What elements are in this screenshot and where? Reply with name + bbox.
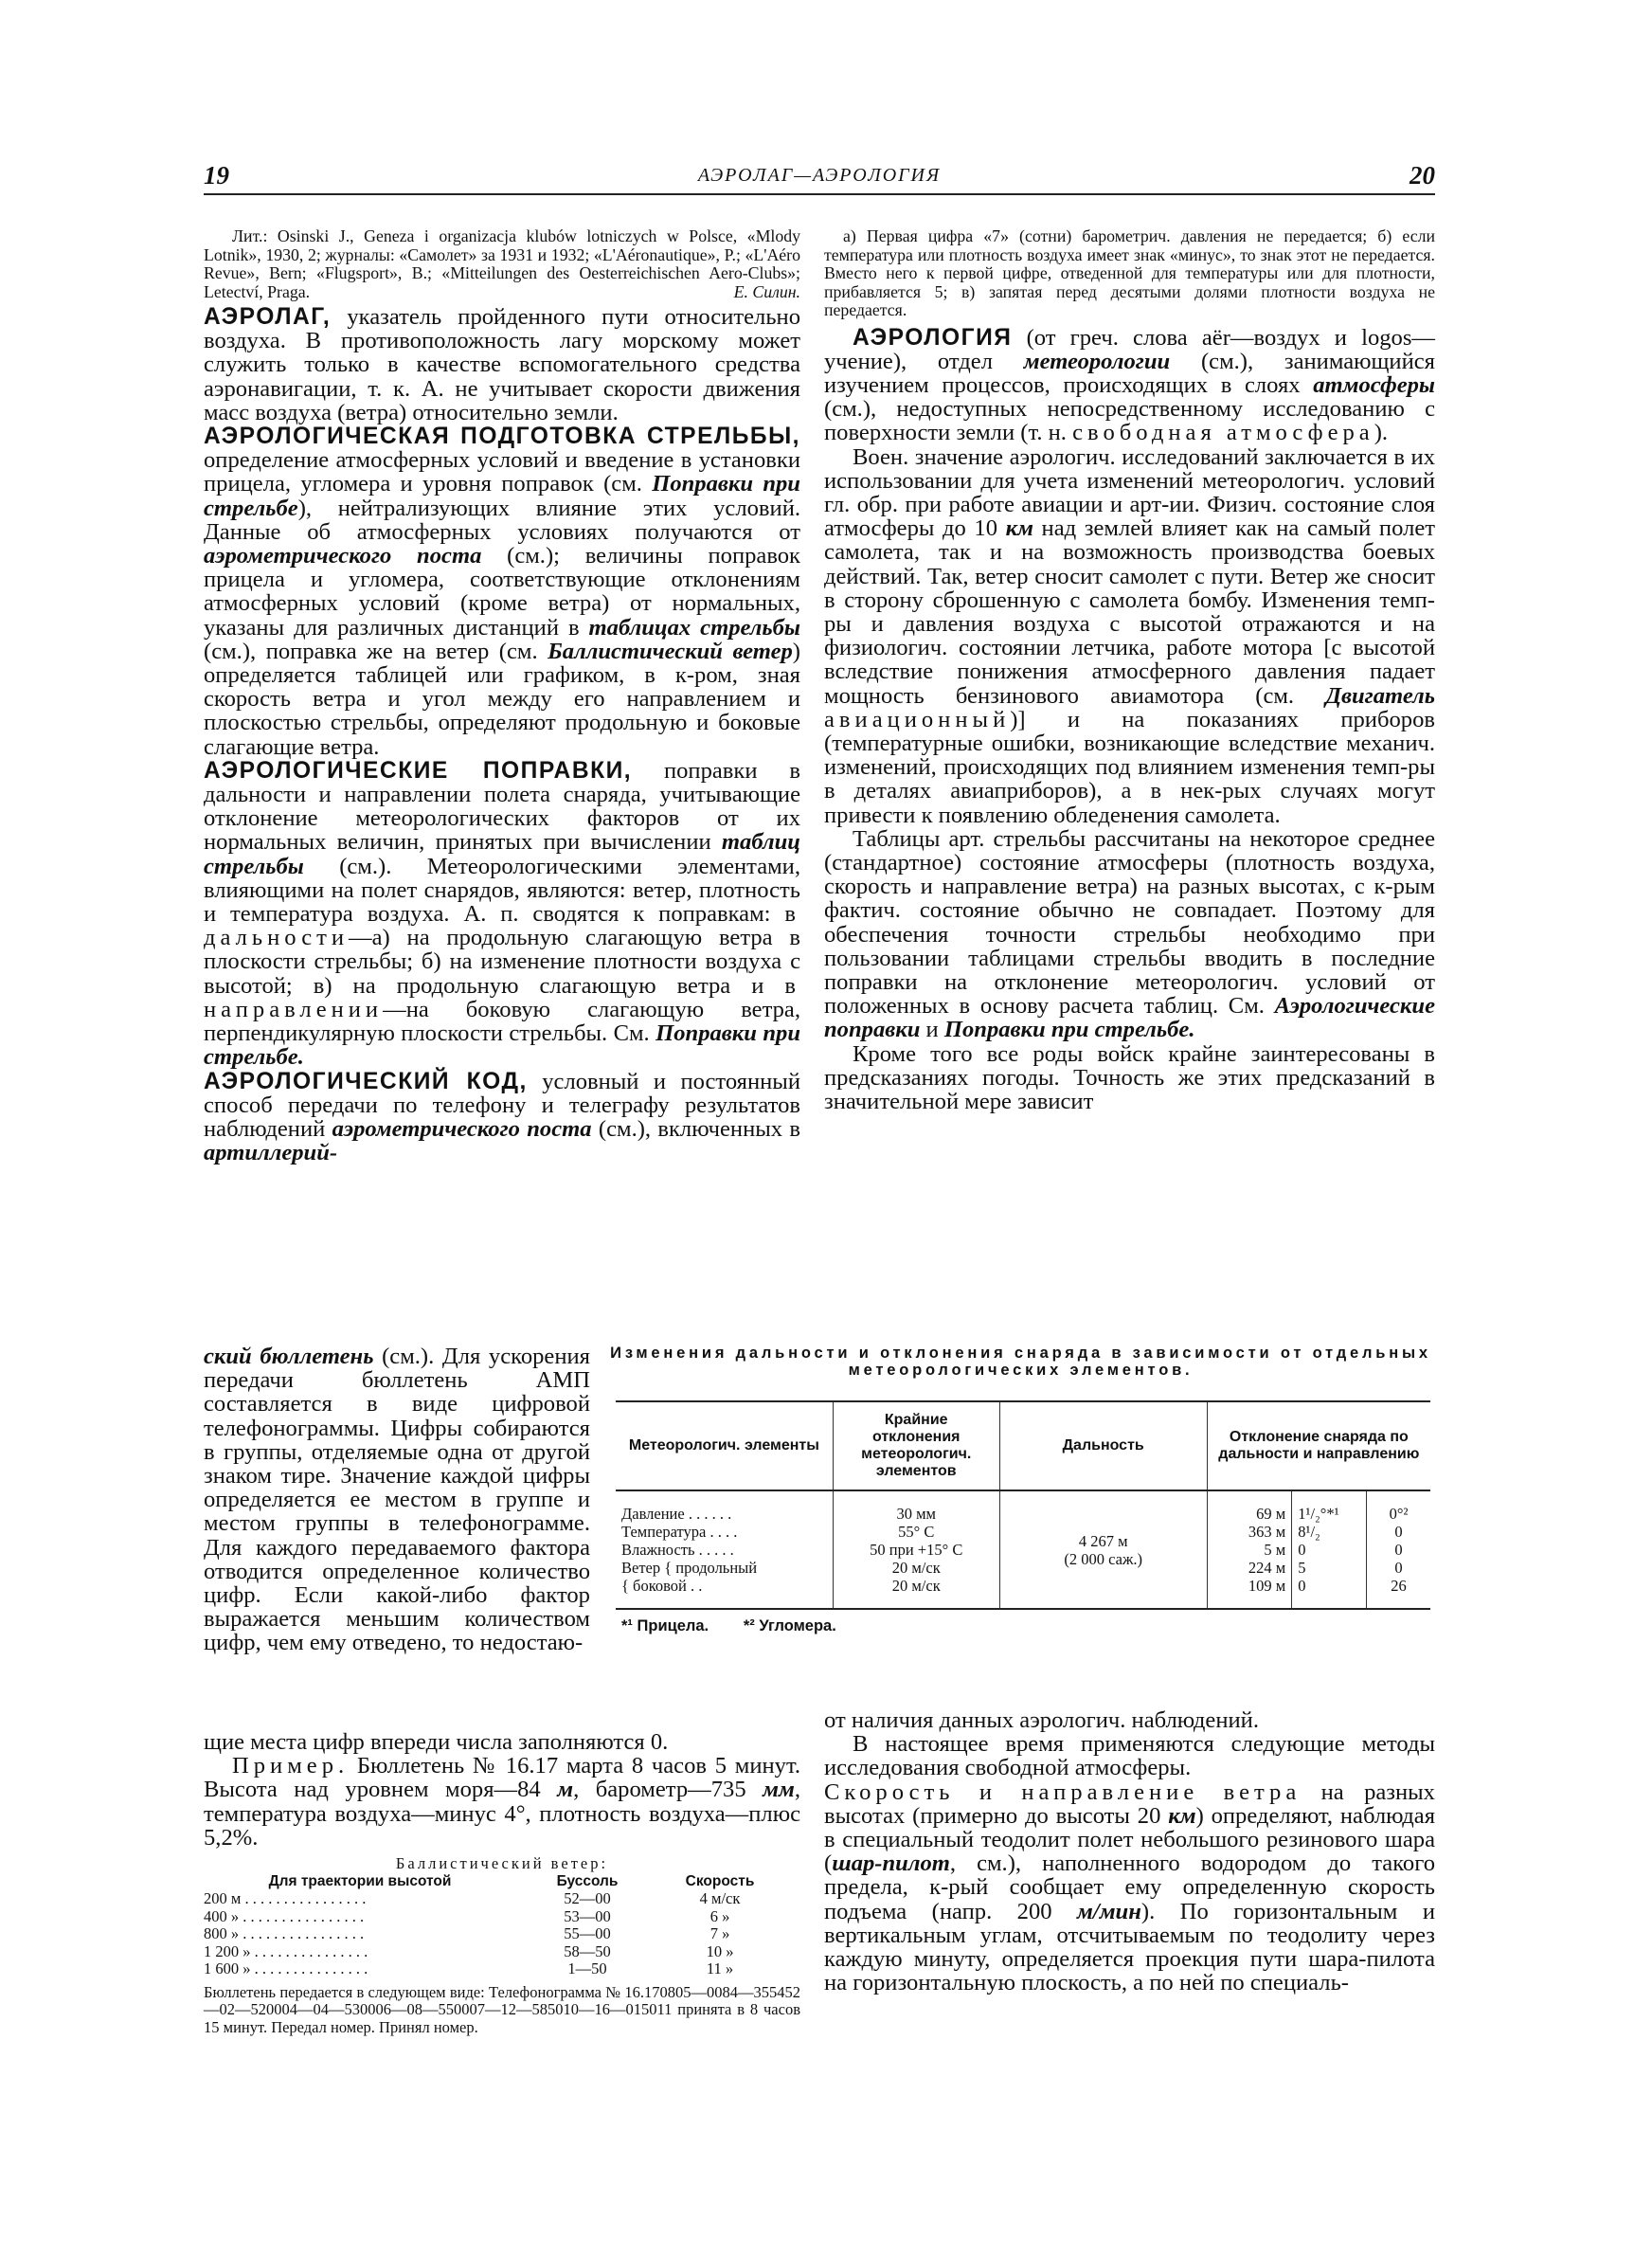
entry-text: определение атмосферных условий и введение в установки прицела, угломера и уровня поправок (см. [204, 447, 800, 497]
text-line: местом группы в телефонограмме. Для каждого передаваемого фактора отводится определенное количество цифр. Если [204, 1510, 590, 1609]
continuation-text: щие места цифр впереди числа заполняются 0. [204, 1729, 669, 1755]
cross-reference: Баллистический ветер [548, 638, 793, 664]
ballistic-row [204, 1925, 800, 1943]
literature-author: Е. Силин. [733, 281, 800, 301]
extreme-value: 50 при +15° C [870, 1541, 963, 1559]
extremes-cell [833, 1490, 999, 1609]
entry-text: )] и на показаниях приборов (температурные ошибки, возникающие вследствие механич. изменений, происходящих под влиянием изменения темп-ры в деталях авиаприборов), а в нек-рых случаях могут привести к появлению обледенения самолета. [824, 706, 1435, 828]
right-bottom-column [824, 1708, 1435, 1995]
deviation-value: 0 [1394, 1559, 1403, 1577]
spaced-term: авиационный [824, 706, 1011, 732]
element-label: Температура . . . . [621, 1523, 738, 1541]
entry-aerological-corrections [204, 759, 800, 1070]
entry-aerological-prep [204, 424, 800, 759]
speed-cell: 11 » [706, 1959, 734, 1978]
spaced-term: свободная атмосфера [1072, 420, 1374, 446]
cross-reference: таблиц стрельбы [204, 829, 800, 879]
entry-text: (от греч. слова aër—воздух и logos—учение), отдел [824, 324, 1435, 374]
entry-text: (см.), занимающийся изучением процессов, происходящих в слоях [824, 348, 1435, 398]
deviation-value: 0 [1394, 1541, 1403, 1559]
running-header [204, 161, 1435, 195]
deviation-value: 8¹/₂ [1298, 1523, 1320, 1541]
entry-text: (см.). Метеорологическими элементами, влияющими на полет снарядов, являются: ветер, плотность и температура воздуха. А. п. сводятся к поправкам: [204, 853, 800, 928]
footnotes-cell [616, 1609, 1430, 1649]
cross-reference: таблицах стрельбы [588, 614, 800, 641]
deviation-value: 224 м [1248, 1559, 1286, 1577]
unit: км [1168, 1802, 1196, 1829]
cross-reference: Поправки при стрельбе. [204, 1020, 800, 1071]
deviation-value: 5 м [1264, 1541, 1286, 1559]
column-header: Отклонение снаряда по дальности и направлению [1207, 1402, 1430, 1490]
bearing-cell: 1—50 [567, 1959, 607, 1978]
extreme-value: 20 м/ск [891, 1559, 941, 1577]
height-cell: 200 м . . . . . . . . . . . . . . . . [204, 1889, 367, 1908]
table-row [616, 1490, 1430, 1609]
code-notes [824, 227, 1435, 320]
entry-text: —на боковую слагающую ветра, перпендикулярную плоскости стрельбы. См. [204, 996, 800, 1047]
deviation-range-cell [1207, 1490, 1292, 1609]
element-label: Влажность . . . . . [621, 1541, 734, 1559]
page-number-right: 20 [1410, 161, 1435, 190]
table-footnotes [616, 1609, 1430, 1649]
entry-text: , см.), наполненного водородом до такого предела, к-рый сообщает ему определенную скорость подъема (напр. 200 [824, 1851, 1435, 1924]
continuation-text: от наличия данных аэрологич. наблюдений. [824, 1707, 1259, 1733]
entry-text: (см.); величины поправок прицела и угломера, соответствующие отклонениям атмосферных условий (кроме ветра) от нормальных, указаны для различных дистанций в [204, 543, 801, 641]
literature-note [204, 227, 800, 301]
ballistic-wind-table [204, 1855, 800, 2036]
element-label: { боковой . . [621, 1577, 703, 1595]
entry-text: —а) на продольную слагающую ветра в плоскости стрельбы; б) на изменение плотности воздуха с высотой; в) на продольную слагающую ветра и [204, 925, 800, 999]
cross-reference: Двигатель [1325, 682, 1435, 709]
entry-text: Бюллетень № 16.17 марта 8 часов 5 минут. Высота над уровнем моря—84 [204, 1753, 800, 1803]
spaced-term: в направлении [204, 972, 800, 1022]
height-cell: 1 200 » . . . . . . . . . . . . . . . [204, 1941, 368, 1960]
footnote: *¹ Прицела. [621, 1617, 709, 1634]
text-line: какой-либо фактор выражается меньшим количеством цифр, [204, 1582, 590, 1656]
element-label: Ветер { продольный [621, 1559, 758, 1577]
unit: км [1005, 515, 1033, 542]
cross-reference: атмосферы [1313, 371, 1435, 398]
deviation-value: 69 м [1256, 1505, 1286, 1523]
unit: м/мин [1077, 1898, 1141, 1924]
example-paragraph [204, 1754, 800, 1850]
speed-cell: 10 » [706, 1941, 734, 1960]
cross-reference: ский бюллетень [204, 1344, 374, 1369]
bearing-cell: 55—00 [564, 1924, 611, 1943]
speed-cell: 6 » [709, 1906, 730, 1925]
text-line: чем ему отведено, то недостаю- [266, 1630, 584, 1656]
text-line: (см.). Для ускорения передачи бюллетень АМП [204, 1344, 590, 1394]
entry-text: ) определяется таблицей или графиком, в к-ром, зная скорость ветра и угол между его направлением и плоскостью стрельбы, определяют продольную и боковые слагающие ветра. [204, 638, 800, 760]
deviation-value: 363 м [1248, 1523, 1286, 1541]
cross-reference: артиллерий- [204, 1140, 338, 1166]
column-header: Крайние отклонения метеорологич. элементов [833, 1402, 999, 1490]
paragraph-military [824, 445, 1435, 827]
entry-text: на разных высотах (примерно до высоты 20 [824, 1779, 1435, 1829]
deviation-table [616, 1402, 1430, 1649]
cross-reference: аэрометрического поста [204, 543, 482, 569]
narrow-column [204, 1345, 590, 1655]
deviation-direction-cell [1367, 1490, 1430, 1609]
page-number-left: 19 [204, 161, 229, 190]
wind-paragraph [824, 1780, 1435, 1995]
spaced-term: Скорость и направление ветра [824, 1779, 1302, 1805]
entry-text: (см.), включенных в [591, 1115, 800, 1142]
range-cell [999, 1490, 1207, 1609]
elements-cell [616, 1490, 833, 1609]
element-label: Давление . . . . . . [621, 1505, 732, 1523]
paragraph-forecast: Кроме того все роды войск крайне заинтересованы в предсказаниях погоды. Точность же этих предсказаний в значительной мере зависит [824, 1040, 1435, 1114]
entry-text: условный и постоянный способ передачи по телефону и телеграфу результатов наблюдений [204, 1068, 800, 1142]
entry-text: ). [1374, 420, 1389, 446]
entry-heading: АЭРОЛОГИЧЕСКАЯ ПОДГОТОВКА СТРЕЛЬБЫ, [204, 424, 800, 450]
literature-text: Лит.: Osinski J., Geneza i organizacja klubów lotniczych w Polsce, «Mlody Lotnik», 1930, 2; журналы: «Самолет» за 1931 и 1932; «L'Aéronautique», P.; «L'Aéro Revue», Bern; «Flugsport», B.; «Mitteilungen des Oesterreichischen Aero-Clubs»; Letectví, Praga. [204, 226, 800, 301]
entry-text: ). По горизонтальным и вертикальным углам, отсчитываемым по теодолиту через каждую минуту, определяется проекция пути шара-пилота на горизонтальную плоскость, а по ней по специаль- [824, 1898, 1435, 1996]
unit: м [557, 1777, 574, 1803]
table-title: Изменения дальности и отклонения снаряда в зависимости от отдельных метеорологических элементов. [610, 1345, 1431, 1379]
spaced-term: Пример. [232, 1753, 350, 1779]
entry-text: Таблицы арт. стрельбы рассчитаны на некоторое среднее (стандартное) состояние атмосферы (плотность воздуха, скорость и направление ветра) на разных высотах, с к-рым фактич. состояние обычно не совпадает. Поэтому для обеспечения точности стрельбы необходимо при пользовании таблицами стрельбы вводить в последние поправки на отклонение метеорологич. условий от положенных в основу расчета таблиц. См. [824, 825, 1435, 1020]
footnote: *² Угломера. [743, 1617, 836, 1634]
methods-paragraph: В настоящее время применяются следующие методы исследования свободной атмосферы. [824, 1731, 1435, 1781]
deviation-value: 0 [1298, 1577, 1306, 1595]
right-column [824, 227, 1435, 1113]
entry-text: ) определяют, наблюдая в специальный теодолит полет небольшого резинового шара ( [824, 1802, 1436, 1877]
deviation-value: 0 [1394, 1523, 1403, 1541]
entry-text: , барометр—735 [573, 1777, 763, 1803]
cross-reference: шар-пилот [832, 1851, 950, 1877]
bearing-cell: 52—00 [564, 1889, 611, 1908]
deviation-value: 1¹/₂°*¹ [1298, 1505, 1339, 1523]
deviation-value: 5 [1298, 1559, 1306, 1577]
text-line: телефонограммы. Цифры собираются в группы, отделяемые [204, 1415, 590, 1465]
entry-text: (см.), поправка же на ветер (см. [204, 638, 548, 664]
column-header: Дальность [999, 1402, 1207, 1490]
entry-heading: АЭРОЛАГ, [204, 304, 332, 330]
extreme-value: 55° C [898, 1523, 935, 1541]
entry-aerology [824, 326, 1435, 445]
height-cell: 400 » . . . . . . . . . . . . . . . . [204, 1906, 365, 1925]
speed-cell: 7 » [709, 1924, 730, 1943]
cross-reference: Поправки при стрельбе. [943, 1017, 1195, 1043]
entry-text: , температура воздуха—минус 4°, плотность воздуха—плюс 5,2%. [204, 1777, 800, 1851]
running-title: АЭРОЛАГ—АЭРОЛОГИЯ [697, 165, 942, 186]
ballistic-row [204, 1908, 800, 1926]
ballistic-row [204, 1960, 800, 1978]
ballistic-header-row [204, 1873, 800, 1891]
entry-heading: АЭРОЛОГИЧЕСКИЕ ПОПРАВКИ, [204, 757, 633, 784]
height-cell: 800 » . . . . . . . . . . . . . . . . [204, 1924, 365, 1943]
column-header: Метеорологич. элементы [616, 1402, 833, 1490]
entry-heading: АЭРОЛОГИЯ [853, 324, 1013, 351]
range-subvalue: (2 000 саж.) [1064, 1549, 1142, 1568]
left-column [204, 227, 800, 1165]
cross-reference: метеорологии [1023, 348, 1171, 374]
speed-cell: 4 м/ск [699, 1889, 741, 1908]
entry-text: Воен. значение аэрологич. исследований заключается в их использовании для учета изменений метеорологич. условий гл. обр. при работе авиации и арт-ии. Физич. состояние слоя атмосферы до 10 [824, 443, 1435, 542]
text-line: Значение каждой цифры определяется ее местом в группе и [204, 1463, 590, 1513]
range-value: 4 267 м [1078, 1531, 1128, 1550]
cross-reference: Поправки при стрельбе [204, 471, 800, 521]
ballistic-row [204, 1890, 800, 1908]
ballistic-title: Баллистический ветер: [395, 1854, 609, 1873]
text-line: одна от другой знаком тире. [204, 1438, 590, 1490]
bulletin-example: Бюллетень передается в следующем виде: Телефонограмма № 16.170805—0084—355452—02—520004—04—530006—08—550007—12—585010—16—015011 принята в 8 часов 15 минут. Передал номер. Принял номер. [204, 1982, 800, 2036]
bearing-cell: 58—50 [564, 1941, 611, 1960]
deviation-sight-cell [1292, 1490, 1367, 1609]
left-bottom-column [204, 1730, 800, 2036]
text-line: составляется в виде цифровой [204, 1391, 590, 1417]
column-header: Буссоль [556, 1872, 619, 1889]
cross-reference: Аэрологические поправки [824, 993, 1435, 1043]
ballistic-row [204, 1943, 800, 1961]
column-header: Скорость [685, 1872, 755, 1889]
cross-reference: аэрометрического поста [332, 1115, 592, 1142]
height-cell: 1 600 » . . . . . . . . . . . . . . . [204, 1959, 368, 1978]
extreme-value: 20 м/ск [891, 1577, 941, 1595]
entry-text: ), нейтрализующих влияние этих условий. Данные об атмосферных условиях получаются от [204, 495, 800, 545]
column-header: Для траектории высотой [268, 1872, 452, 1889]
bearing-cell: 53—00 [564, 1906, 611, 1925]
bulletin-description [204, 1345, 590, 1655]
code-notes-text: а) Первая цифра «7» (сотни) барометрич. давления не передается; б) если температура или плотность воздуха имеет знак «минус», то знак этот не передается. Вместо него к первой цифре, отведенной для температуры или для плотности, прибавляется 5; в) запятая перед десятыми долями плотности воздуха не передается. [824, 226, 1435, 319]
entry-text: (см.), недоступных непосредственному исследованию с поверхности земли (т. н. [824, 396, 1435, 446]
unit: мм [763, 1777, 795, 1803]
spaced-term: в дальности [204, 901, 800, 951]
entry-aerolag [204, 305, 800, 424]
deviation-value: 26 [1391, 1577, 1407, 1595]
entry-text: указатель пройденного пути относительно воздуха. В противоположность лагу морскому может служить только в качестве вспомогательного средства аэронавигации, т. к. А. не учитывает скорости движения масс воздуха (ветра) относительно земли. [204, 304, 800, 425]
entry-aerological-code [204, 1070, 800, 1165]
entry-text: над землей влияет как на самый полет самолета, так и на возможность производства боевых действий. Так, ветер сносит самолет с пути. Ветер же сносит в сторону сброшенную с самолета бомбу. Изменения темп-ры и давления воздуха с высотой отражаются и на физиологич. состоянии летчика, работе мотора [с высотой вследствие понижения атмосферного давления падает мощность бензинового авиамотора (см. [824, 515, 1435, 709]
entry-heading: АЭРОЛОГИЧЕСКИЙ КОД, [204, 1068, 528, 1094]
deviation-value: 109 м [1248, 1577, 1286, 1595]
deviation-value: 0°² [1389, 1505, 1409, 1523]
entry-text: и [920, 1017, 944, 1043]
extreme-value: 30 мм [896, 1505, 936, 1523]
paragraph-firing-tables [824, 827, 1435, 1042]
entry-text: поправки в дальности и направлении полета снаряда, учитывающие отклонение метеорологических факторов от их нормальных величин, принятых при вычислении [204, 757, 801, 856]
deviation-value: 0 [1298, 1541, 1306, 1559]
